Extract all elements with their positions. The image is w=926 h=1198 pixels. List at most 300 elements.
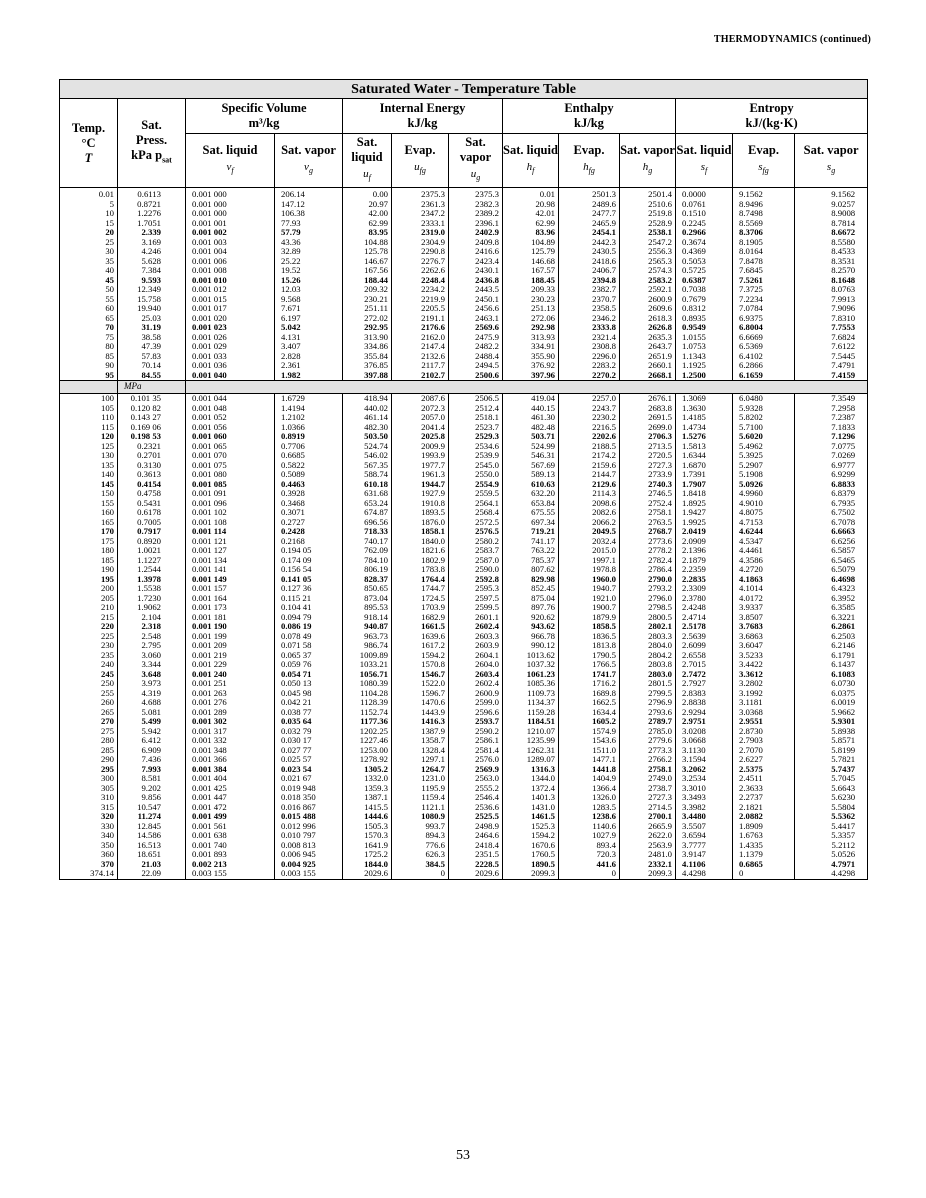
table-cell: 0.4369 <box>676 247 733 257</box>
table-cell: 2773.6 <box>620 537 676 547</box>
table-cell: 2518.1 <box>449 413 503 423</box>
table-cell: 5.042 <box>275 323 343 333</box>
table-row <box>60 209 868 219</box>
table-cell: 940.87 <box>343 622 392 632</box>
table-cell: 610.63 <box>503 480 559 490</box>
table-cell: 167.57 <box>503 266 559 276</box>
table-cell: 2802.1 <box>620 622 676 632</box>
table-cell: 2536.6 <box>449 803 503 813</box>
table-cell: 2450.1 <box>449 295 503 305</box>
table-row <box>60 518 868 528</box>
table-cell: 185 <box>60 556 118 566</box>
table-cell: 0.001 085 <box>186 480 275 490</box>
table-cell: 2481.0 <box>620 850 676 860</box>
table-cell: 230 <box>60 641 118 651</box>
table-cell: 2590.0 <box>449 565 503 575</box>
table-cell: 2.339 <box>118 228 186 238</box>
table-cell: 105 <box>60 404 118 414</box>
table-cell: 20.97 <box>343 200 392 210</box>
table-cell: 2559.5 <box>449 489 503 499</box>
table-cell: 4.688 <box>118 698 186 708</box>
table-cell: 1121.1 <box>392 803 449 813</box>
table-cell: 1056.71 <box>343 670 392 680</box>
table-cell: 1890.5 <box>503 860 559 870</box>
table-cell: 1.2102 <box>275 413 343 423</box>
mpa-rows <box>60 394 868 880</box>
table-cell: 2651.9 <box>620 352 676 362</box>
table-cell: 1283.5 <box>559 803 620 813</box>
table-cell: 2604.0 <box>449 660 503 670</box>
table-row <box>60 841 868 851</box>
table-row <box>60 333 868 343</box>
table-cell: 5.8571 <box>795 736 868 746</box>
table-cell: 2635.3 <box>620 333 676 343</box>
table-cell: 3.1992 <box>733 689 795 699</box>
table-cell: 7.4159 <box>795 371 868 381</box>
table-cell: 4.0172 <box>733 594 795 604</box>
table-cell: 567.35 <box>343 461 392 471</box>
table-cell: 0.001 020 <box>186 314 275 324</box>
table-cell: 5.628 <box>118 257 186 267</box>
table-cell: 5.8938 <box>795 727 868 737</box>
sg-header: Sat. vapor $s_g$ <box>795 134 868 188</box>
table-cell: 6.1437 <box>795 660 868 670</box>
table-row <box>60 651 868 661</box>
table-cell: 10 <box>60 209 118 219</box>
table-row <box>60 603 868 613</box>
table-cell: 32.89 <box>275 247 343 257</box>
table-cell: 0.001 348 <box>186 746 275 756</box>
table-cell: 2406.7 <box>559 266 620 276</box>
table-cell: 2738.7 <box>620 784 676 794</box>
table-row <box>60 352 868 362</box>
table-cell: 0.086 19 <box>275 622 343 632</box>
table-cell: 7.6845 <box>733 266 795 276</box>
table-cell: 8.3706 <box>733 228 795 238</box>
table-cell: 2396.1 <box>449 219 503 229</box>
table-cell: 1.2500 <box>676 371 733 381</box>
table-cell: 0.065 37 <box>275 651 343 661</box>
table-cell: 0.001 036 <box>186 361 275 371</box>
table-cell: 6.9777 <box>795 461 868 471</box>
table-cell: 0.001 102 <box>186 508 275 518</box>
table-cell: 2.9751 <box>676 717 733 727</box>
table-cell: 230.23 <box>503 295 559 305</box>
table-cell: 2785.0 <box>620 727 676 737</box>
table-cell: 4.6244 <box>733 527 795 537</box>
table-row <box>60 342 868 352</box>
table-cell: 2308.8 <box>559 342 620 352</box>
table-cell: 1766.5 <box>559 660 620 670</box>
table-cell: 3.6863 <box>733 632 795 642</box>
table-cell: 2072.3 <box>392 404 449 414</box>
table-cell: 2498.9 <box>449 822 503 832</box>
table-cell: 8.2570 <box>795 266 868 276</box>
table-cell: 170 <box>60 527 118 537</box>
table-cell: 0.001 127 <box>186 546 275 556</box>
table-cell: 0.001 065 <box>186 442 275 452</box>
table-cell: 875.04 <box>503 594 559 604</box>
table-cell: 313.93 <box>503 333 559 343</box>
table-cell: 0.4154 <box>118 480 186 490</box>
table-cell: 8.1905 <box>733 238 795 248</box>
table-cell: 503.71 <box>503 432 559 442</box>
table-cell: 829.98 <box>503 575 559 585</box>
table-cell: 2442.3 <box>559 238 620 248</box>
table-cell: 6.2146 <box>795 641 868 651</box>
table-cell: 1027.9 <box>559 831 620 841</box>
table-cell: 62.99 <box>503 219 559 229</box>
table-cell: 7.3725 <box>733 285 795 295</box>
table-cell: 5.7821 <box>795 755 868 765</box>
table-cell: 2568.4 <box>449 508 503 518</box>
table-cell: 6.7935 <box>795 499 868 509</box>
table-cell: 0.001 404 <box>186 774 275 784</box>
table-cell: 2798.5 <box>620 603 676 613</box>
table-cell: 3.7683 <box>733 622 795 632</box>
table-cell: 1.3069 <box>676 394 733 404</box>
table-cell: 2257.0 <box>559 394 620 404</box>
table-cell: 42.01 <box>503 209 559 219</box>
table-cell: 0.001 384 <box>186 765 275 775</box>
table-cell: 1.4194 <box>275 404 343 414</box>
table-cell: 83.95 <box>343 228 392 238</box>
table-cell: 2789.7 <box>620 717 676 727</box>
table-cell: 1.4185 <box>676 413 733 423</box>
table-cell: 2321.4 <box>559 333 620 343</box>
table-cell: 0.8312 <box>676 304 733 314</box>
table-cell: 2506.5 <box>449 394 503 404</box>
table-cell: 70 <box>60 323 118 333</box>
table-cell: 986.74 <box>343 641 392 651</box>
table-cell: 1.0021 <box>118 546 186 556</box>
running-header: THERMODYNAMICS (continued) <box>713 34 871 45</box>
table-cell: 2510.6 <box>620 200 676 210</box>
table-cell: 2.5639 <box>676 632 733 642</box>
table-cell: 104.89 <box>503 238 559 248</box>
sf-header: Sat. liquid $s_f$ <box>676 134 733 188</box>
table-cell: 0.3468 <box>275 499 343 509</box>
table-cell: 2.1879 <box>676 556 733 566</box>
table-cell: 2270.2 <box>559 371 620 381</box>
table-cell: 2418.4 <box>449 841 503 851</box>
table-cell: 1596.7 <box>392 689 449 699</box>
table-row <box>60 831 868 841</box>
table-cell: 2129.6 <box>559 480 620 490</box>
table-cell: 1366.4 <box>559 784 620 794</box>
table-cell: 145 <box>60 480 118 490</box>
table-row <box>60 394 868 404</box>
table-cell: 5.6643 <box>795 784 868 794</box>
table-cell: 2.6558 <box>676 651 733 661</box>
table-cell: 0.050 13 <box>275 679 343 689</box>
table-cell: 330 <box>60 822 118 832</box>
table-cell: 2801.5 <box>620 679 676 689</box>
table-cell: 2099.3 <box>503 869 559 879</box>
table-row <box>60 746 868 756</box>
table-cell: 2.1821 <box>733 803 795 813</box>
table-cell: 2546.4 <box>449 793 503 803</box>
table-cell: 0.035 64 <box>275 717 343 727</box>
table-cell: 1682.9 <box>392 613 449 623</box>
table-cell: 135 <box>60 461 118 471</box>
table-cell: 1.6344 <box>676 451 733 461</box>
table-cell: 0.001 893 <box>186 850 275 860</box>
table-cell: 2057.0 <box>392 413 449 423</box>
table-cell: 1858.1 <box>392 527 449 537</box>
table-cell: 6.9299 <box>795 470 868 480</box>
table-cell: 7.4791 <box>795 361 868 371</box>
table-cell: 1235.99 <box>503 736 559 746</box>
table-cell: 2758.1 <box>620 765 676 775</box>
table-cell: 272.02 <box>343 314 392 324</box>
specific-volume-header: Specific Volume m³/kg <box>186 99 343 134</box>
table-cell: 2.8838 <box>676 698 733 708</box>
table-title: Saturated Water - Temperature Table <box>60 80 868 99</box>
table-cell: 0.0000 <box>676 188 733 200</box>
table-cell: 75 <box>60 333 118 343</box>
table-cell: 0.8935 <box>676 314 733 324</box>
table-cell: 2799.5 <box>620 689 676 699</box>
table-cell: 285 <box>60 746 118 756</box>
table-row <box>60 784 868 794</box>
table-cell: 5.0526 <box>795 850 868 860</box>
table-cell: 2539.9 <box>449 451 503 461</box>
table-cell: 19.940 <box>118 304 186 314</box>
table-cell: 2545.0 <box>449 461 503 471</box>
table-cell: 1783.8 <box>392 565 449 575</box>
table-cell: 2477.7 <box>559 209 620 219</box>
table-cell: 0.2245 <box>676 219 733 229</box>
table-cell: 524.74 <box>343 442 392 452</box>
table-cell: 6.6256 <box>795 537 868 547</box>
table-cell: 5.1908 <box>733 470 795 480</box>
table-cell: 2599.5 <box>449 603 503 613</box>
table-cell: 4.7971 <box>795 860 868 870</box>
table-cell: 1037.32 <box>503 660 559 670</box>
table-cell: 0.001 000 <box>186 188 275 200</box>
table-cell: 2.9294 <box>676 708 733 718</box>
table-row <box>60 594 868 604</box>
table-cell: 315 <box>60 803 118 813</box>
table-cell: 167.56 <box>343 266 392 276</box>
table-cell: 3.407 <box>275 342 343 352</box>
table-row <box>60 257 868 267</box>
table-cell: 1741.7 <box>559 670 620 680</box>
table-cell: 0.003 155 <box>275 869 343 879</box>
table-cell: 2600.9 <box>449 689 503 699</box>
table-cell: 2796.0 <box>620 594 676 604</box>
table-cell: 2752.4 <box>620 499 676 509</box>
table-cell: 0.001 149 <box>186 575 275 585</box>
table-cell: 2803.8 <box>620 660 676 670</box>
table-cell: 0.001 219 <box>186 651 275 661</box>
table-cell: 80 <box>60 342 118 352</box>
table-cell: 2564.1 <box>449 499 503 509</box>
table-cell: 2.7903 <box>733 736 795 746</box>
table-cell: 1574.9 <box>559 727 620 737</box>
table-cell: 0.001 173 <box>186 603 275 613</box>
table-cell: 0.00 <box>343 188 392 200</box>
table-cell: 1.9427 <box>676 508 733 518</box>
table-cell: 6.5465 <box>795 556 868 566</box>
table-cell: 8.0763 <box>795 285 868 295</box>
table-cell: 18.651 <box>118 850 186 860</box>
table-cell: 1.0155 <box>676 333 733 343</box>
table-cell: 1184.51 <box>503 717 559 727</box>
table-cell: 2248.4 <box>392 276 449 286</box>
table-row <box>60 480 868 490</box>
table-row <box>60 584 868 594</box>
table-cell: 2.2737 <box>733 793 795 803</box>
table-cell: 0.6113 <box>118 188 186 200</box>
table-cell: 589.13 <box>503 470 559 480</box>
table-cell: 2778.2 <box>620 546 676 556</box>
table-cell: 0.001 091 <box>186 489 275 499</box>
table-cell: 1.6763 <box>733 831 795 841</box>
table-cell: 2.548 <box>118 632 186 642</box>
mpa-unit-label: MPa <box>118 381 186 394</box>
table-cell: 2803.0 <box>620 670 676 680</box>
table-cell: 1210.07 <box>503 727 559 737</box>
table-cell: 2332.1 <box>620 860 676 870</box>
table-cell: 674.87 <box>343 508 392 518</box>
table-cell: 95 <box>60 371 118 381</box>
table-cell: 2463.1 <box>449 314 503 324</box>
table-cell: 2188.5 <box>559 442 620 452</box>
table-cell: 0.001 164 <box>186 594 275 604</box>
table-cell: 990.12 <box>503 641 559 651</box>
table-cell: 55 <box>60 295 118 305</box>
table-cell: 2727.3 <box>620 461 676 471</box>
table-cell: 292.98 <box>503 323 559 333</box>
table-cell: 0.001 332 <box>186 736 275 746</box>
table-row <box>60 489 868 499</box>
table-cell: 0.001 561 <box>186 822 275 832</box>
table-row <box>60 812 868 822</box>
table-cell: 2.9551 <box>733 717 795 727</box>
table-cell: 334.86 <box>343 342 392 352</box>
table-cell: 0.4463 <box>275 480 343 490</box>
table-cell: 3.7777 <box>676 841 733 851</box>
table-cell: 1033.21 <box>343 660 392 670</box>
table-cell: 2370.7 <box>559 295 620 305</box>
table-cell: 7.5445 <box>795 352 868 362</box>
table-cell: 5.6020 <box>733 432 795 442</box>
table-cell: 0.001 251 <box>186 679 275 689</box>
table-cell: 6.0019 <box>795 698 868 708</box>
table-cell: 5.4962 <box>733 442 795 452</box>
table-cell: 2436.8 <box>449 276 503 286</box>
table-cell: 6.5079 <box>795 565 868 575</box>
table-cell: 5.3357 <box>795 831 868 841</box>
table-cell: 195 <box>60 575 118 585</box>
table-cell: 0.001 209 <box>186 641 275 651</box>
hf-header: Sat. liquid $h_f$ <box>503 134 559 188</box>
table-cell: 5.2907 <box>733 461 795 471</box>
table-cell: 0.2321 <box>118 442 186 452</box>
table-cell: 4.9960 <box>733 489 795 499</box>
table-cell: 440.02 <box>343 404 392 414</box>
table-cell: 2.4248 <box>676 603 733 613</box>
table-cell: 2029.6 <box>449 869 503 879</box>
table-cell: 0.001 638 <box>186 831 275 841</box>
table-row <box>60 546 868 556</box>
table-cell: 2583.2 <box>620 276 676 286</box>
table-cell: 2525.5 <box>449 812 503 822</box>
table-cell: 0.01 <box>60 188 118 200</box>
table-row <box>60 803 868 813</box>
table-cell: 4.5347 <box>733 537 795 547</box>
table-cell: 245 <box>60 670 118 680</box>
table-cell: 0.6387 <box>676 276 733 286</box>
table-cell: 5.7045 <box>795 774 868 784</box>
table-cell: 6.8833 <box>795 480 868 490</box>
table-cell: 2.3309 <box>676 584 733 594</box>
table-cell: 7.384 <box>118 266 186 276</box>
table-cell: 2691.5 <box>620 413 676 423</box>
table-cell: 0.001 134 <box>186 556 275 566</box>
table-cell: 762.09 <box>343 546 392 556</box>
table-cell: 0.001 015 <box>186 295 275 305</box>
table-row <box>60 575 868 585</box>
table-row <box>60 527 868 537</box>
table-cell: 2361.3 <box>392 200 449 210</box>
table-cell: 0.027 77 <box>275 746 343 756</box>
table-cell: 60 <box>60 304 118 314</box>
table-cell: 7.8478 <box>733 257 795 267</box>
table-cell: 0.001 240 <box>186 670 275 680</box>
table-cell: 1.982 <box>275 371 343 381</box>
table-cell: 632.20 <box>503 489 559 499</box>
table-row <box>60 860 868 870</box>
table-cell: 4.4298 <box>795 869 868 879</box>
table-cell: 5.499 <box>118 717 186 727</box>
table-cell: 2618.3 <box>620 314 676 324</box>
table-cell: 200 <box>60 584 118 594</box>
table-cell: 2.8383 <box>676 689 733 699</box>
table-cell: 920.62 <box>503 613 559 623</box>
table-cell: 9.1562 <box>733 188 795 200</box>
table-cell: 2.3633 <box>733 784 795 794</box>
table-cell: 280 <box>60 736 118 746</box>
table-cell: 2804.0 <box>620 641 676 651</box>
table-row <box>60 413 868 423</box>
table-cell: 120 <box>60 432 118 442</box>
table-cell: 1328.4 <box>392 746 449 756</box>
page-number: 53 <box>456 1148 470 1163</box>
table-cell: 7.0775 <box>795 442 868 452</box>
table-cell: 7.0269 <box>795 451 868 461</box>
table-cell: 0.001 740 <box>186 841 275 851</box>
table-cell: 2117.7 <box>392 361 449 371</box>
table-cell: 3.1130 <box>676 746 733 756</box>
table-cell: 0.001 199 <box>186 632 275 642</box>
table-cell: 3.9337 <box>733 603 795 613</box>
table-cell: 251.11 <box>343 304 392 314</box>
table-cell: 1109.73 <box>503 689 559 699</box>
table-cell: 0.001 157 <box>186 584 275 594</box>
table-cell: 3.169 <box>118 238 186 248</box>
table-cell: 626.3 <box>392 850 449 860</box>
table-cell: 2592.8 <box>449 575 503 585</box>
table-cell: 2727.3 <box>620 793 676 803</box>
table-row <box>60 314 868 324</box>
table-cell: 0.2701 <box>118 451 186 461</box>
table-cell: 10.547 <box>118 803 186 813</box>
table-row <box>60 717 868 727</box>
table-cell: 546.31 <box>503 451 559 461</box>
